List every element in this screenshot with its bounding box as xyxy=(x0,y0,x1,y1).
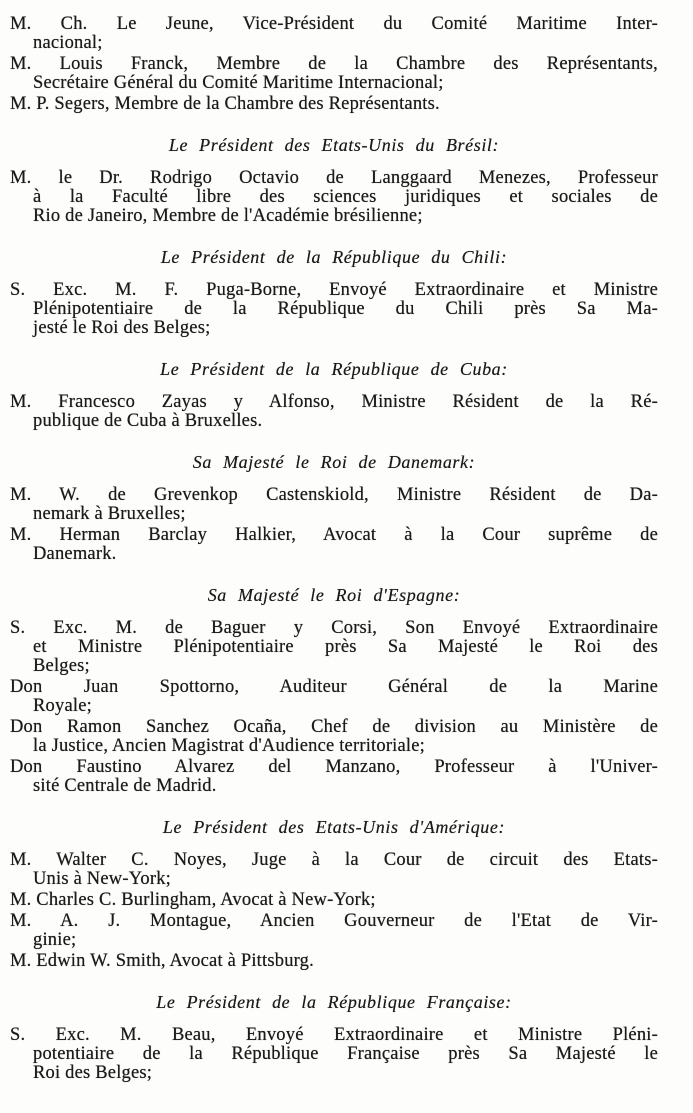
delegate-entry xyxy=(10,718,658,756)
delegation-section xyxy=(10,992,658,1083)
entry-line: Danemark. xyxy=(33,544,117,564)
delegate-entry xyxy=(10,851,658,889)
delegate-entry xyxy=(10,619,658,676)
entry-line: Royale; xyxy=(33,696,92,716)
entry-line: M. Walter C. Noyes, Juge à la Cour de circuit des Etats- xyxy=(10,850,658,870)
delegate-entry xyxy=(10,526,658,564)
entry-line: à la Faculté libre des sciences juridiques et sociales de xyxy=(33,187,658,207)
entry-line: potentiaire de la République Française près Sa Majesté le xyxy=(33,1044,658,1064)
entry-line: M. A. J. Montague, Ancien Gouverneur de l'Etat de Vir- xyxy=(10,911,658,931)
delegate-entry xyxy=(10,393,658,431)
entry-line: S. Exc. M. Beau, Envoyé Extraordinaire et Ministre Pléni- xyxy=(10,1025,658,1045)
entry-line: M. Edwin W. Smith, Avocat à Pittsburg. xyxy=(10,951,314,971)
delegation-section xyxy=(10,585,658,796)
section-heading: Le Président des Etats-Unis du Brésil: xyxy=(168,135,500,155)
delegate-entry xyxy=(10,281,658,338)
delegate-entry xyxy=(10,95,658,114)
delegate-entry xyxy=(10,912,658,950)
entry-line: Roi des Belges; xyxy=(33,1063,153,1083)
delegate-entry xyxy=(10,55,658,93)
entry-line: publique de Cuba à Bruxelles. xyxy=(33,411,263,431)
entry-line: jesté le Roi des Belges; xyxy=(33,318,211,338)
section-heading: Le Président des Etats-Unis d'Amérique: xyxy=(162,817,506,837)
delegate-entry xyxy=(10,678,658,716)
entry-line: Don Juan Spottorno, Auditeur Général de la Marine xyxy=(10,677,658,697)
delegations-list xyxy=(10,15,658,1083)
entry-line: M. Ch. Le Jeune, Vice-Président du Comité Maritime Inter- xyxy=(10,14,658,34)
section-heading: Sa Majesté le Roi de Danemark: xyxy=(192,452,476,472)
delegate-entry xyxy=(10,169,658,226)
section-heading: Le Président de la République Française: xyxy=(156,992,512,1012)
entry-line: M. Charles C. Burlingham, Avocat à New-York; xyxy=(10,890,376,910)
section-heading: Le Président de la République de Cuba: xyxy=(160,359,508,379)
entry-line: Secrétaire Général du Comité Maritime Internacional; xyxy=(33,73,444,93)
entry-line: M. Louis Franck, Membre de la Chambre des Représentants, xyxy=(10,54,658,74)
entry-line: Belges; xyxy=(33,656,90,676)
entry-line: Plénipotentiaire de la République du Chili près Sa Ma- xyxy=(33,299,658,319)
entry-line: Rio de Janeiro, Membre de l'Académie brésilienne; xyxy=(33,206,423,226)
entry-line: la Justice, Ancien Magistrat d'Audience territoriale; xyxy=(33,736,426,756)
entry-line: Don Ramon Sanchez Ocaña, Chef de division au Ministère de xyxy=(10,717,658,737)
entry-line: nemark à Bruxelles; xyxy=(33,504,186,524)
delegation-section xyxy=(10,359,658,431)
entry-line: M. le Dr. Rodrigo Octavio de Langgaard Menezes, Professeur xyxy=(10,168,658,188)
entry-line: S. Exc. M. de Baguer y Corsi, Son Envoyé Extraordinaire xyxy=(10,618,658,638)
delegate-entry xyxy=(10,952,658,971)
entry-line: Don Faustino Alvarez del Manzano, Professeur à l'Univer- xyxy=(10,757,658,777)
delegate-entry xyxy=(10,1026,658,1083)
entry-line: ginie; xyxy=(33,930,77,950)
entry-line: sité Centrale de Madrid. xyxy=(33,776,217,796)
entry-line: Unis à New-York; xyxy=(33,869,172,889)
section-heading: Sa Majesté le Roi d'Espagne: xyxy=(207,585,461,605)
entry-line: S. Exc. M. F. Puga-Borne, Envoyé Extraordinaire et Ministre xyxy=(10,280,658,300)
delegate-entry xyxy=(10,891,658,910)
delegation-section xyxy=(10,452,658,564)
entry-line: nacional; xyxy=(33,33,103,53)
section-heading: Le Président de la République du Chili: xyxy=(160,247,508,267)
entry-line: M. P. Segers, Membre de la Chambre des Représentants. xyxy=(10,94,440,114)
delegate-entry xyxy=(10,486,658,524)
entry-line: M. W. de Grevenkop Castenskiold, Ministre Résident de Da- xyxy=(10,485,658,505)
entry-line: et Ministre Plénipotentiaire près Sa Majesté le Roi des xyxy=(33,637,658,657)
delegate-entry xyxy=(10,15,658,53)
delegate-entry xyxy=(10,758,658,796)
delegation-section xyxy=(10,15,658,114)
entry-line: M. Herman Barclay Halkier, Avocat à la Cour suprême de xyxy=(10,525,658,545)
entry-line: M. Francesco Zayas y Alfonso, Ministre Résident de la Ré- xyxy=(10,392,658,412)
delegation-section xyxy=(10,135,658,226)
delegation-section xyxy=(10,247,658,338)
delegation-section xyxy=(10,817,658,971)
